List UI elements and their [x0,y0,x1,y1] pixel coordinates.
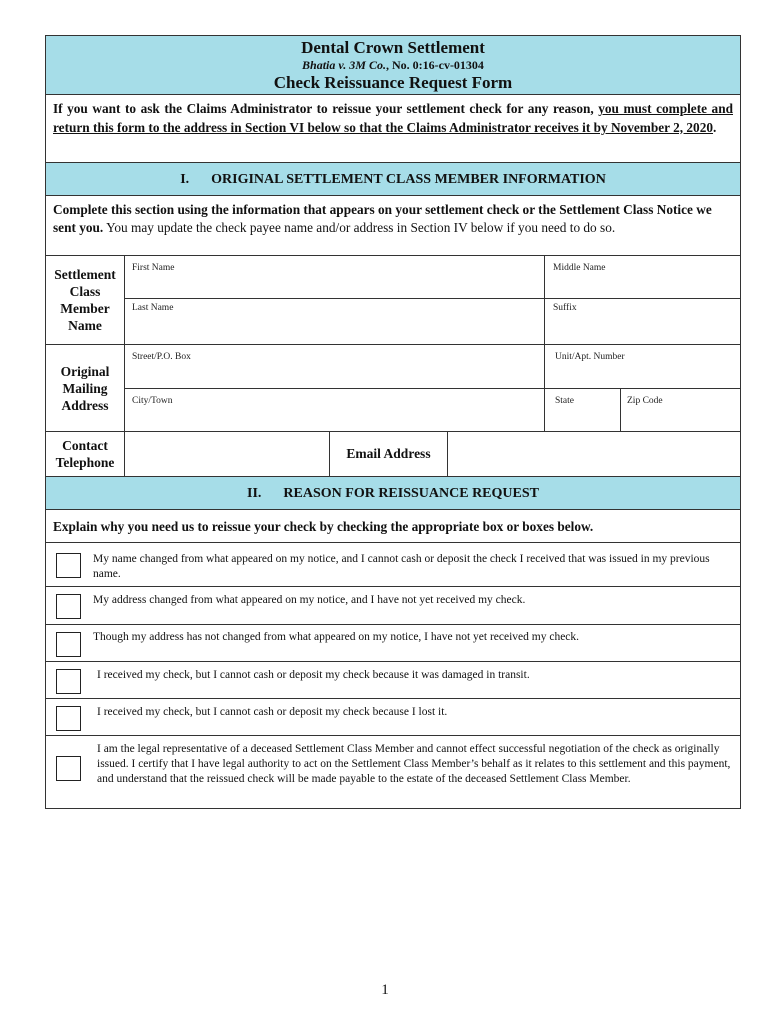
member-name-block [46,256,740,345]
reason-checkbox[interactable] [56,553,81,578]
suffix-field[interactable]: Suffix [553,303,577,313]
reason-option [46,662,740,699]
reason-option [46,625,740,662]
section-1-instructions-rest: You may update the check payee name and/or address in Section IV below if you need to do so. [103,219,616,235]
mailing-address-fields [125,345,740,431]
reason-option [46,543,740,587]
reason-checkbox[interactable] [56,594,81,619]
contact-row [46,432,740,477]
section-1-number: I. [180,172,190,187]
unit-field[interactable]: Unit/Apt. Number [555,352,625,362]
intro-text: If you want to ask the Claims Administrator to reissue your settlement check for any reason, [53,101,599,116]
first-name-field[interactable]: First Name [132,263,175,273]
reason-checkbox[interactable] [56,632,81,657]
section-1-title: ORIGINAL SETTLEMENT CLASS MEMBER INFORMATION [211,172,606,187]
intro-deadline-text: you must complete and return this form to the address in Section VI below so that the Claims Administrator receives it by November 2, 2020 [53,101,733,135]
email-address-field[interactable] [448,432,740,476]
section-1-instructions-bold: Complete this section using the information that appears on your settlement check or the Settlement Class Notice we sent you. [53,202,712,235]
contact-telephone-label: Contact Telephone [46,432,125,476]
section-1-heading [46,163,740,196]
form-title: Dental Crown Settlement [301,38,485,57]
reason-checkbox[interactable] [56,669,81,694]
section-1-instructions [46,196,740,256]
street-field[interactable]: Street/P.O. Box [132,352,191,362]
section-2-title: REASON FOR REISSUANCE REQUEST [283,486,539,501]
section-2-instructions: Explain why you need us to reissue your check by checking the appropriate box or boxes below. [46,510,740,543]
reason-option-text: Though my address has not changed from what appeared on my notice, I have not yet received my check. [93,631,580,643]
email-address-label: Email Address [330,432,448,476]
form-header [46,36,740,95]
reason-option-text: I am the legal representative of a deceased Settlement Class Member and cannot effect successful negotiation of the check as originally issued. I certify that I have legal authority to act on the Settlement Class Member’s behalf as it relates to this settlement and this payment, and understand that the reissued check will be made payable to the estate of the deceased Settlement Class Member. [97,743,731,785]
member-name-fields [125,256,740,344]
contact-telephone-field[interactable] [125,432,330,476]
reason-checkbox[interactable] [56,706,81,731]
section-2-number: II. [247,486,262,501]
member-name-label: Settlement Class Member Name [46,256,125,344]
case-name: Bhatia v. 3M Co. [302,58,386,72]
reason-option-text: My name changed from what appeared on my notice, and I cannot cash or deposit the check I received that was issued in my previous name. [93,553,710,580]
reason-option-text: I received my check, but I cannot cash or deposit my check because I lost it. [97,706,448,718]
reason-option-text: I received my check, but I cannot cash or deposit my check because it was damaged in transit. [97,669,530,681]
middle-name-field[interactable]: Middle Name [553,263,606,273]
reissuance-form [45,35,741,809]
form-subtitle: Check Reissuance Request Form [273,73,513,92]
reason-option [46,736,740,809]
reason-option [46,699,740,736]
intro-text-end: . [713,119,717,135]
reason-option [46,587,740,625]
reason-checkbox[interactable] [56,756,81,781]
last-name-field[interactable]: Last Name [132,303,174,313]
state-field[interactable]: State [555,396,574,406]
section-2-heading [46,477,740,510]
mailing-address-block [46,345,740,432]
intro-paragraph [46,95,740,163]
page-number: 1 [381,982,389,998]
case-number: , No. 0:16-cv-01304 [385,58,484,72]
reason-option-text: My address changed from what appeared on my notice, and I have not yet received my check. [93,594,526,606]
case-caption [46,58,740,73]
mailing-address-label: Original Mailing Address [46,345,125,431]
city-field[interactable]: City/Town [132,396,173,406]
zip-field[interactable]: Zip Code [627,396,663,406]
